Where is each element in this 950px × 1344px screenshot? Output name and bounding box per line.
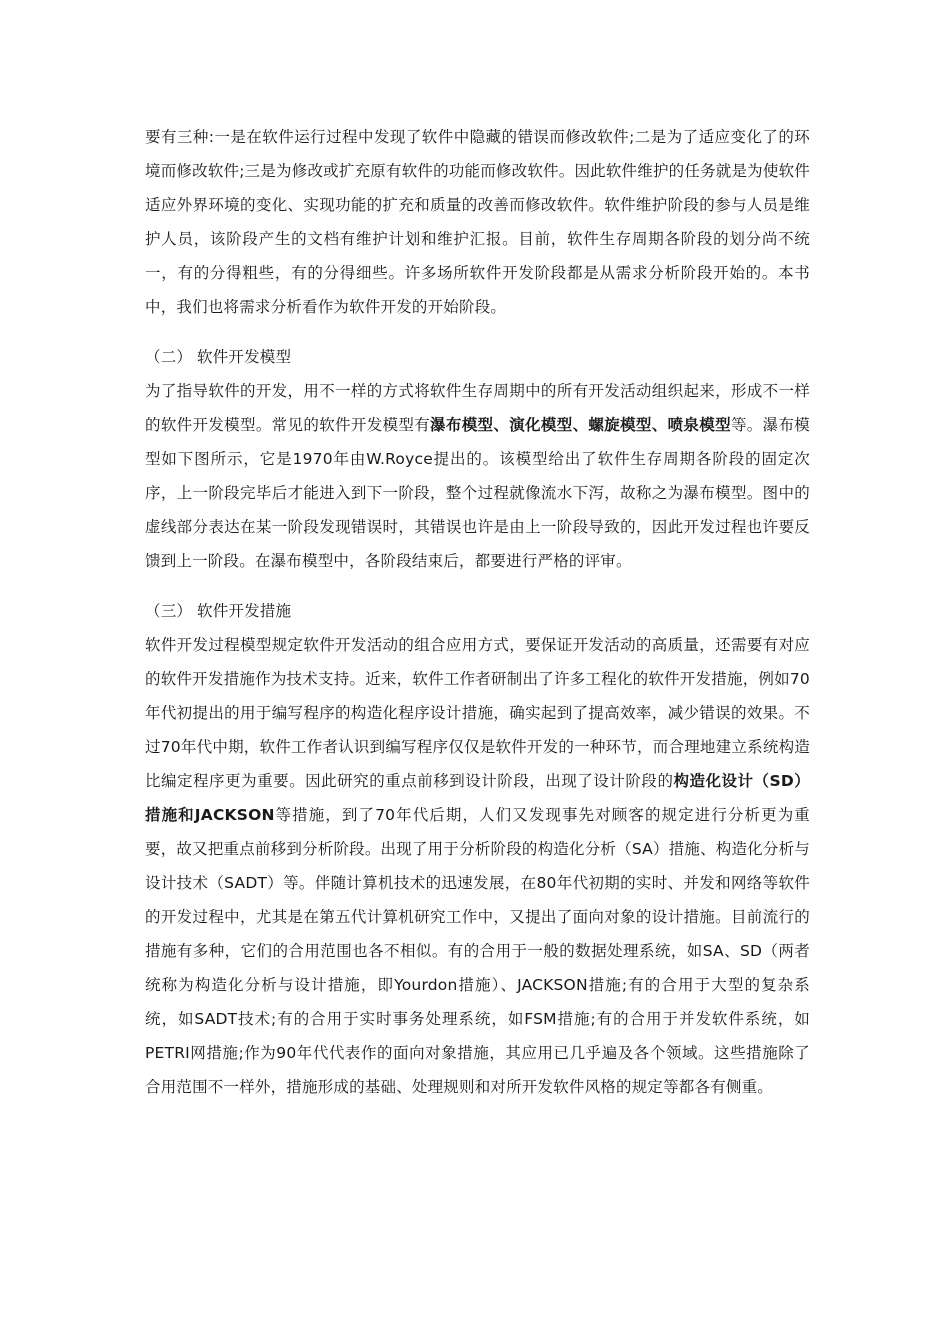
paragraph-text: 软件开发过程模型规定软件开发活动的组合应用方式，要保证开发活动的高质量，还需要有对应的软件开发措施作为技术支持。近来，软件工作者研制出了许多工程化的软件开发措施，例如70年代初提出的用于编写程序的构造化程序设计措施，确实起到了提高效率，减少错误的效果。不过70年代中期，软件工作者认识到编写程序仅仅是软件开发的一种环节，而合理地建立系统构造比编定程序更为重要。因此研究的重点前移到设计阶段，出现了设计阶段的 [145,636,810,790]
section-number: （二） [145,348,193,366]
document-page [145,120,810,1104]
paragraph-text: 等。瀑布模型如下图所示，它是1970年由W.Royce提出的。该模型给出了软件生存周期各阶段的固定次序，上一阶段完毕后才能进入到下一阶段，整个过程就像流水下泻，故称之为瀑布模型。图中的虚线部分表达在某一阶段发现错误时，其错误也许是由上一阶段导致的，因此开发过程也许要反馈到上一阶段。在瀑布模型中，各阶段结束后，都要进行严格的评审。 [145,416,810,570]
paragraph-text: 为了指导软件的开发，用不一样的方式将软件生存周期中的所有开发活动组织起来，形成不一样的软件开发模型。常见的软件开发模型有 [145,382,810,434]
paragraph-development-model [145,374,810,578]
spacer [145,324,810,340]
section-title: 软件开发模型 [197,348,292,366]
paragraph-text: 等措施，到了70年代后期，人们又发现事先对顾客的规定进行分析更为重要，故又把重点前移到分析阶段。出现了用于分析阶段的构造化分析（SA）措施、构造化分析与设计技术（SADT）等。伴随计算机技术的迅速发展，在80年代初期的实时、并发和网络等软件的开发过程中，尤其是在第五代计算机研究工作中，又提出了面向对象的设计措施。目前流行的措施有多种，它们的合用范围也各不相似。有的合用于一般的数据处理系统，如SA、SD（两者统称为构造化分析与设计措施，即Yourdon措施）、JACKSON措施;有的合用于大型的复杂系统，如SADT技术;有的合用于实时事务处理系统，如FSM措施;有的合用于并发软件系统，如PETRI网措施;作为90年代代表作的面向对象措施，其应用已几乎遍及各个领域。这些措施除了合用范围不一样外，措施形成的基础、处理规则和对所开发软件风格的规定等都各有侧重。 [145,806,810,1096]
paragraph-maintenance: 要有三种:一是在软件运行过程中发现了软件中隐藏的错误而修改软件;二是为了适应变化了的环境而修改软件;三是为修改或扩充原有软件的功能而修改软件。因此软件维护的任务就是为使软件适应外界环境的变化、实现功能的扩充和质量的改善而修改软件。软件维护阶段的参与人员是维护人员，该阶段产生的文档有维护计划和维护汇报。目前，软件生存周期各阶段的划分尚不统一，有的分得粗些，有的分得细些。许多场所软件开发阶段都是从需求分析阶段开始的。本书中，我们也将需求分析看作为软件开发的开始阶段。 [145,128,810,316]
bold-method-names: 构造化设计（SD）措施和JACKSON [145,772,810,824]
paragraph-development-methods [145,628,810,1104]
spacer [145,578,810,594]
section-number: （三） [145,602,193,620]
bold-model-names: 瀑布模型、演化模型、螺旋模型、喷泉模型 [430,416,731,434]
section-heading-development-methods [145,594,810,628]
section-heading-development-model [145,340,810,374]
section-title: 软件开发措施 [197,602,292,620]
